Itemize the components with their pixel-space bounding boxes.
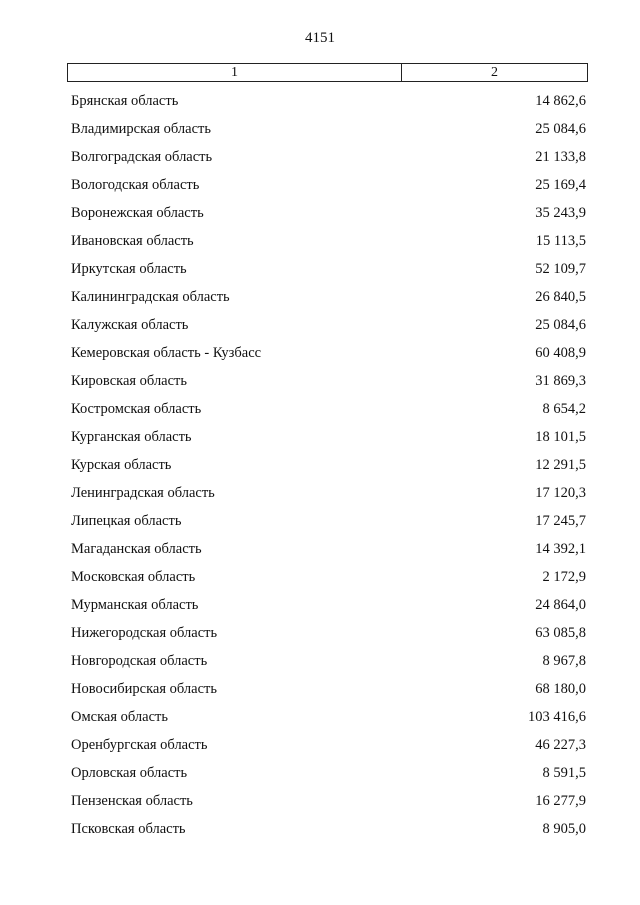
region-name: Вологодская область: [71, 176, 200, 193]
table-row: [71, 115, 586, 143]
region-value: 14 862,6: [535, 92, 586, 109]
table-row: [71, 703, 586, 731]
region-value: 18 101,5: [535, 428, 586, 445]
region-name: Брянская область: [71, 92, 179, 109]
region-name: Курганская область: [71, 428, 192, 445]
region-name: Воронежская область: [71, 204, 204, 221]
page-number: 4151: [305, 30, 335, 46]
region-value: 25 084,6: [535, 120, 586, 137]
region-value: 2 172,9: [542, 568, 586, 585]
region-name: Волгоградская область: [71, 148, 213, 165]
region-value: 60 408,9: [535, 344, 586, 361]
region-name: Оренбургская область: [71, 736, 208, 753]
table-row: [71, 787, 586, 815]
region-value: 8 591,5: [542, 764, 586, 781]
region-value: 35 243,9: [535, 204, 586, 221]
table-row: [71, 227, 586, 255]
table-row: [71, 507, 586, 535]
region-name: Калининградская область: [71, 288, 230, 305]
region-name: Нижегородская область: [71, 624, 218, 641]
table-row: [71, 759, 586, 787]
region-name: Кировская область: [71, 372, 188, 389]
region-name: Магаданская область: [71, 540, 202, 557]
region-value: 46 227,3: [535, 736, 586, 753]
region-name: Орловская область: [71, 764, 188, 781]
region-name: Курская область: [71, 456, 172, 473]
region-value: 63 085,8: [535, 624, 586, 641]
region-value: 14 392,1: [535, 540, 586, 557]
region-name: Новосибирская область: [71, 680, 217, 697]
table-row: [71, 815, 586, 843]
region-name: Костромская область: [71, 400, 202, 417]
region-value: 12 291,5: [535, 456, 586, 473]
table-row: [71, 87, 586, 115]
region-value: 15 113,5: [535, 232, 586, 249]
table-row: [71, 255, 586, 283]
table-row: [71, 367, 586, 395]
table-row: [71, 731, 586, 759]
table-header: [67, 63, 588, 82]
region-name: Ленинградская область: [71, 484, 215, 501]
region-value: 25 169,4: [535, 176, 586, 193]
region-name: Новгородская область: [71, 652, 208, 669]
region-value: 26 840,5: [535, 288, 586, 305]
table-row: [71, 647, 586, 675]
region-name: Московская область: [71, 568, 196, 585]
region-name: Ивановская область: [71, 232, 194, 249]
table-row: [71, 143, 586, 171]
region-value: 68 180,0: [535, 680, 586, 697]
region-value: 8 654,2: [542, 400, 586, 417]
region-name: Мурманская область: [71, 596, 199, 613]
table-row: [71, 451, 586, 479]
table-row: [71, 619, 586, 647]
region-value: 24 864,0: [535, 596, 586, 613]
table-row: [71, 199, 586, 227]
table-row: [71, 535, 586, 563]
table-row: [71, 563, 586, 591]
table-row: [71, 395, 586, 423]
region-value: 21 133,8: [535, 148, 586, 165]
region-value: 17 120,3: [535, 484, 586, 501]
region-value: 31 869,3: [535, 372, 586, 389]
table-row: [71, 311, 586, 339]
region-value: 8 905,0: [542, 820, 586, 837]
table-row: [71, 675, 586, 703]
region-value: 17 245,7: [535, 512, 586, 529]
table-row: [71, 171, 586, 199]
region-value: 103 416,6: [528, 708, 586, 725]
table-row: [71, 479, 586, 507]
table-row: [71, 283, 586, 311]
region-name: Калужская область: [71, 316, 189, 333]
column-header-2: 2: [491, 65, 498, 80]
table-row: [71, 591, 586, 619]
column-header-1: 1: [68, 64, 402, 81]
table-row: [71, 339, 586, 367]
region-name: Омская область: [71, 708, 168, 725]
region-name: Пензенская область: [71, 792, 193, 809]
region-name: Липецкая область: [71, 512, 182, 529]
table-row: [71, 423, 586, 451]
table-body: [71, 87, 586, 843]
region-value: 52 109,7: [535, 260, 586, 277]
region-value: 16 277,9: [535, 792, 586, 809]
region-value: 25 084,6: [535, 316, 586, 333]
region-name: Владимирская область: [71, 120, 211, 137]
region-name: Иркутская область: [71, 260, 187, 277]
region-name: Псковская область: [71, 820, 186, 837]
region-value: 8 967,8: [542, 652, 586, 669]
region-name: Кемеровская область - Кузбасс: [71, 344, 262, 361]
